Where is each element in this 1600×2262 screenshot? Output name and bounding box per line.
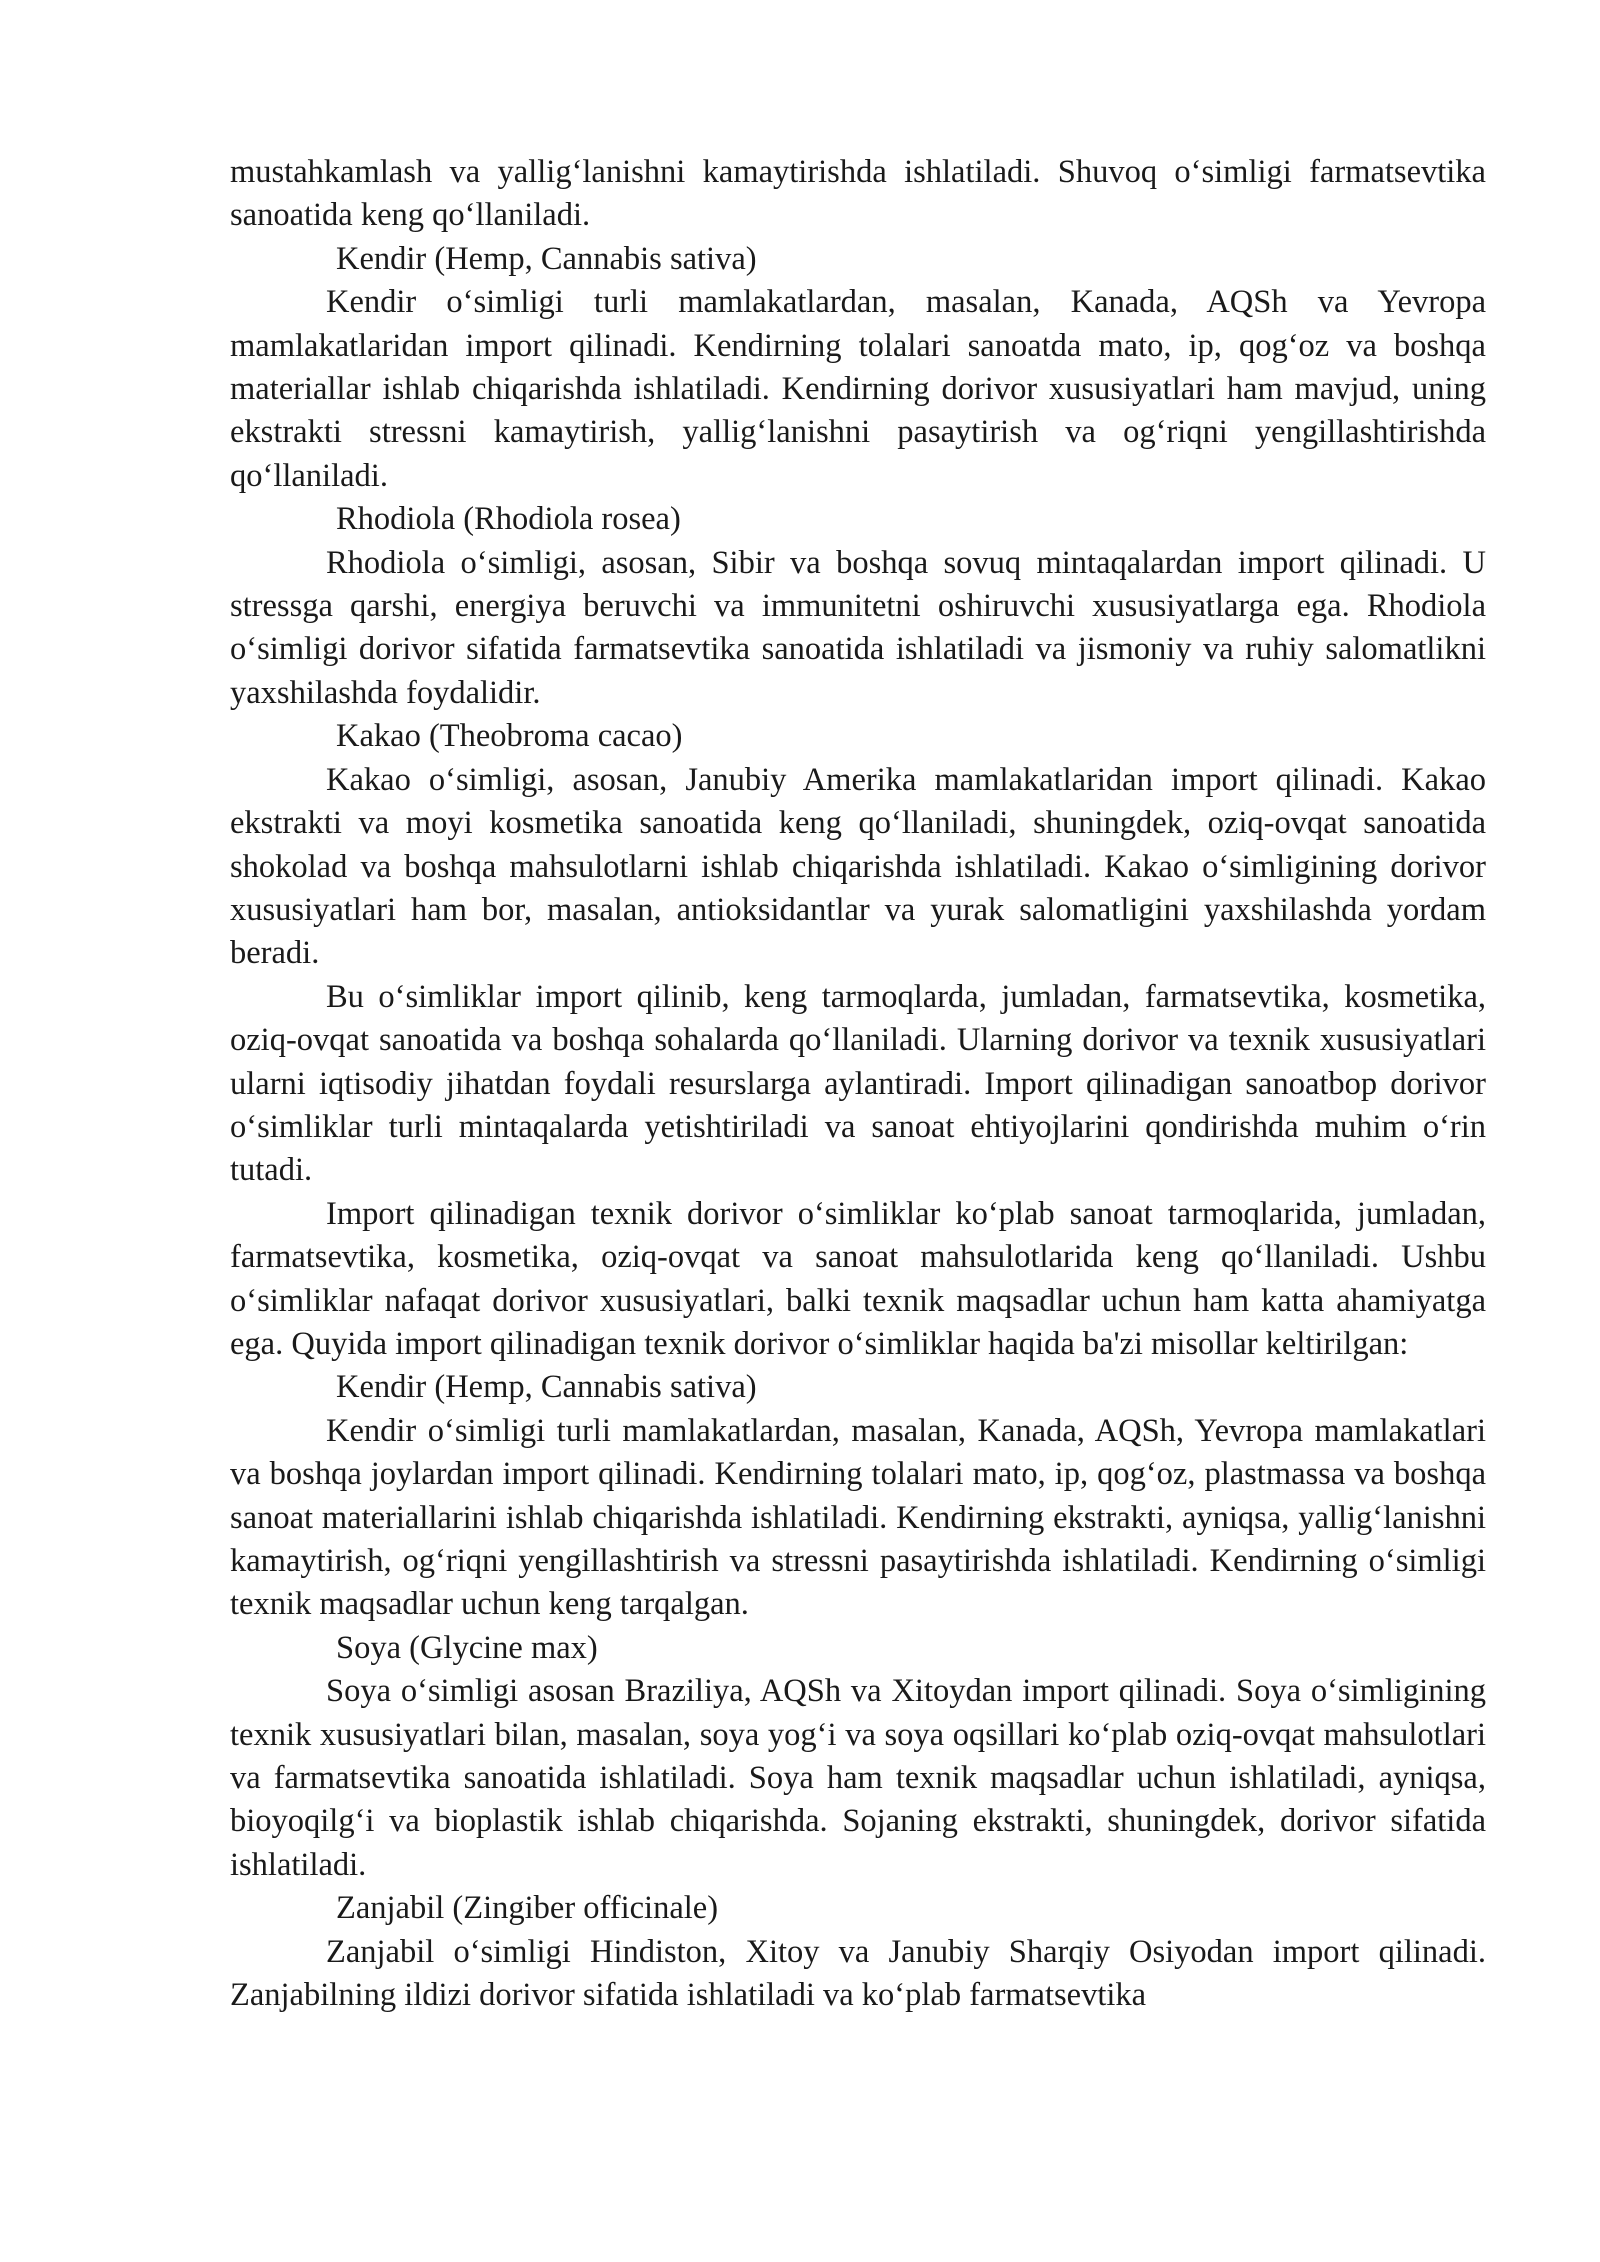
heading-rhodiola: Rhodiola (Rhodiola rosea)	[336, 501, 681, 538]
paragraph-intro-technical: Import qilinadigan texnik dorivor o‘simliklar ko‘plab sanoat tarmoqlarida, jumladan, farmatsevtika, kosmetika, oziq-ovqat va sanoat mahsulotlarida keng qo‘llaniladi. Ushbu o‘simliklar nafaqat dorivor xususiyatlari, balki texnik maqsadlar uchun ham katta ahamiyatga ega. Quyida import qilinadigan texnik dorivor o‘simliklar haqida ba'zi misollar keltirilgan:	[230, 1195, 1486, 1362]
heading-kendir-2: Kendir (Hemp, Cannabis sativa)	[336, 1369, 757, 1406]
heading-zanjabil: Zanjabil (Zingiber officinale)	[336, 1890, 719, 1927]
heading-soya: Soya (Glycine max)	[336, 1629, 598, 1666]
paragraph-rhodiola: Rhodiola o‘simligi, asosan, Sibir va boshqa sovuq mintaqalardan import qilinadi. U stressga qarshi, energiya beruvchi va immunitetni oshiruvchi xususiyatlarga ega. Rhodiola o‘simligi dorivor sifatida farmatsevtika sanoatida ishlatiladi va jismoniy va ruhiy salomatlikni yaxshilashda foydalidir.	[230, 544, 1486, 711]
paragraph-zanjabil: Zanjabil o‘simligi Hindiston, Xitoy va Janubiy Sharqiy Osiyodan import qilinadi. Zanjabilning ildizi dorivor sifatida ishlatiladi va ko‘plab farmatsevtika	[230, 1933, 1486, 2014]
heading-kakao: Kakao (Theobroma cacao)	[336, 718, 683, 755]
paragraph-summary: Bu o‘simliklar import qilinib, keng tarmoqlarda, jumladan, farmatsevtika, kosmetika, oziq-ovqat sanoatida va boshqa sohalarda qo‘llaniladi. Ularning dorivor va texnik xususiyatlari ularni iqtisodiy jihatdan foydali resurslarga aylantiradi. Import qilinadigan sanoatbop dorivor o‘simliklar turli mintaqalarda yetishtiriladi va sanoat ehtiyojlarini qondirishda muhim o‘rin tutadi.	[230, 978, 1486, 1189]
paragraph-kendir-2: Kendir o‘simligi turli mamlakatlardan, masalan, Kanada, AQSh, Yevropa mamlakatlari va boshqa joylardan import qilinadi. Kendirning tolalari mato, ip, qog‘oz, plastmassa va boshqa sanoat materiallarini ishlab chiqarishda ishlatiladi. Kendirning ekstrakti, ayniqsa, yallig‘lanishni kamaytirish, og‘riqni yengillashtirish va stressni pasaytirishda ishlatiladi. Kendirning o‘simligi texnik maqsadlar uchun keng tarqalgan.	[230, 1412, 1486, 1623]
heading-kendir: Kendir (Hemp, Cannabis sativa)	[336, 240, 757, 277]
paragraph-soya: Soya o‘simligi asosan Braziliya, AQSh va Xitoydan import qilinadi. Soya o‘simligining texnik xususiyatlari bilan, masalan, soya yog‘i va soya oqsillari ko‘plab oziq-ovqat mahsulotlari va farmatsevtika sanoatida ishlatiladi. Soya ham texnik maqsadlar uchun ishlatiladi, ayniqsa, bioyoqilg‘i va bioplastik ishlab chiqarishda. Sojaning ekstrakti, shuningdek, dorivor sifatida ishlatiladi.	[230, 1673, 1486, 1883]
document-body	[230, 151, 1486, 2017]
continued-paragraph: mustahkamlash va yallig‘lanishni kamaytirishda ishlatiladi. Shuvoq o‘simligi farmatsevtika sanoatida keng qo‘llaniladi.	[230, 154, 1486, 234]
paragraph-kakao: Kakao o‘simligi, asosan, Janubiy Amerika mamlakatlaridan import qilinadi. Kakao ekstrakti va moyi kosmetika sanoatida keng qo‘llaniladi, shuningdek, oziq-ovqat sanoatida shokolad va boshqa mahsulotlarni ishlab chiqarishda ishlatiladi. Kakao o‘simligining dorivor xususiyatlari ham bor, masalan, antioksidantlar va yurak salomatligini yaxshilashda yordam beradi.	[230, 761, 1486, 972]
paragraph-kendir: Kendir o‘simligi turli mamlakatlardan, masalan, Kanada, AQSh va Yevropa mamlakatlaridan import qilinadi. Kendirning tolalari sanoatda mato, ip, qog‘oz va boshqa materiallar ishlab chiqarishda ishlatiladi. Kendirning dorivor xususiyatlari ham mavjud, uning ekstrakti stressni kamaytirish, yallig‘lanishni pasaytirish va og‘riqni yengillashtirishda qo‘llaniladi.	[230, 284, 1486, 494]
